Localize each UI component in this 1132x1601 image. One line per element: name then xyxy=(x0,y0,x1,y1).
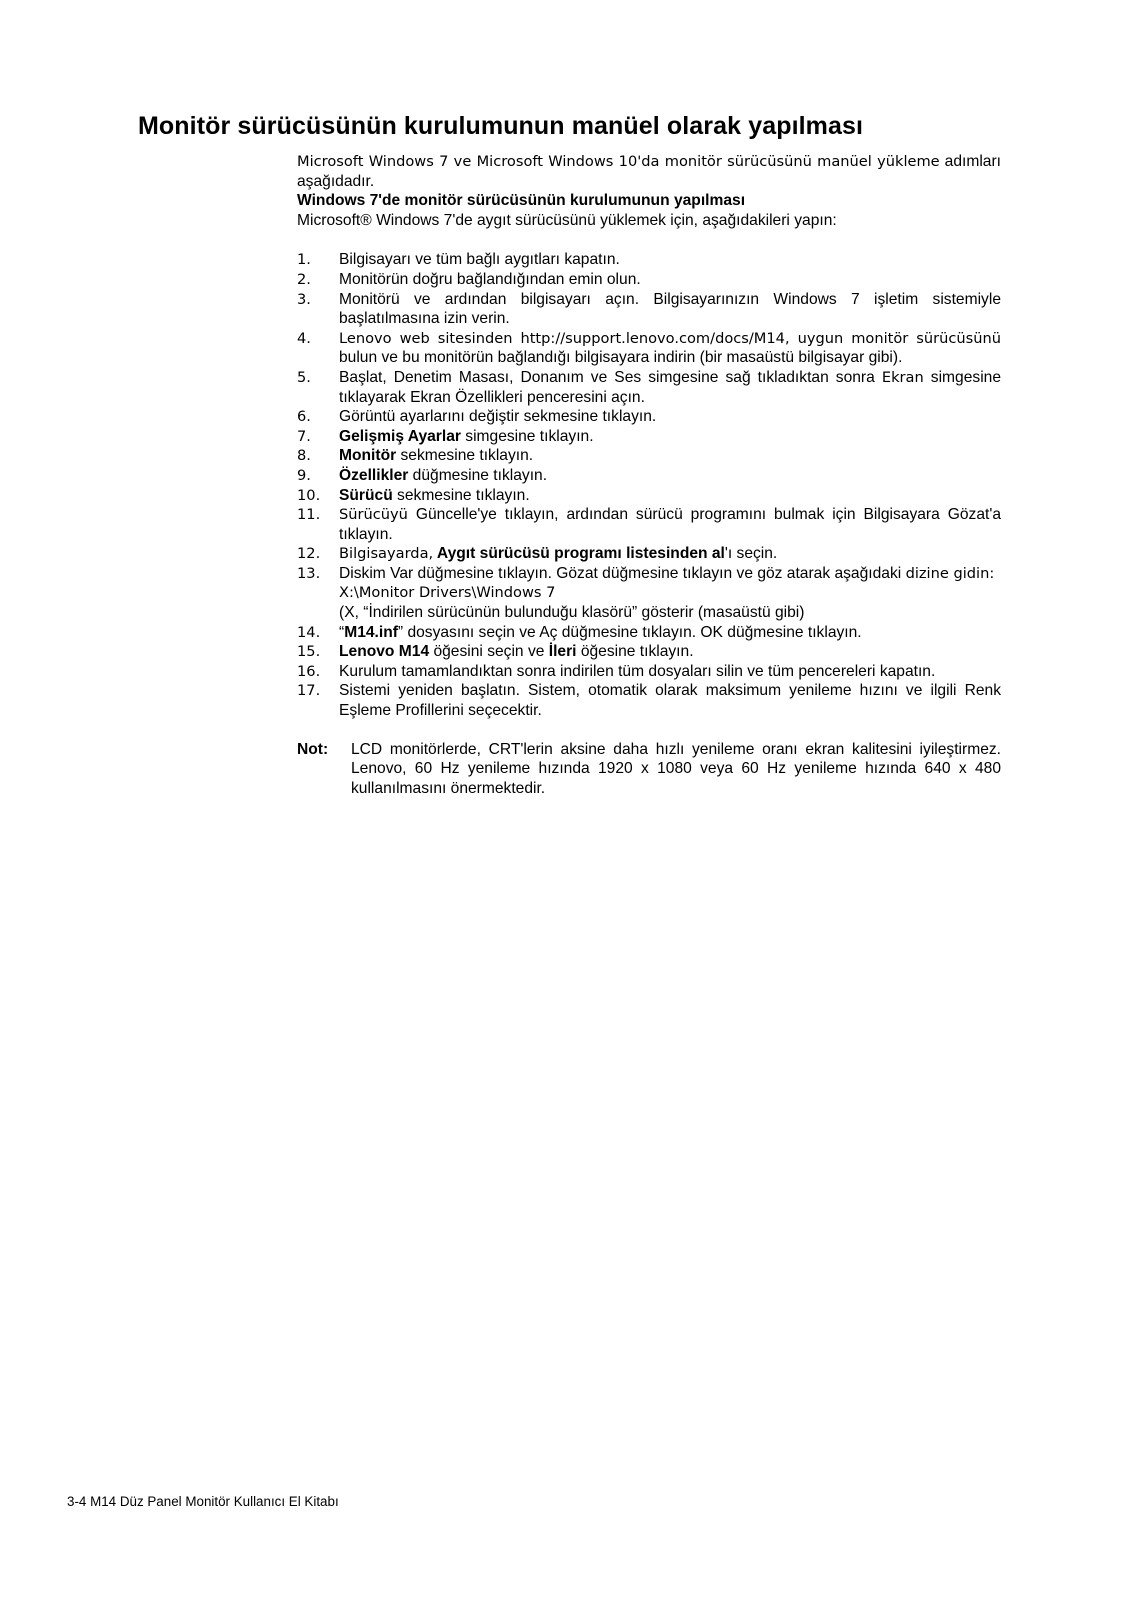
step-text-dizine: dizine gidin: xyxy=(905,564,995,582)
step-text: sekmesine tıklayın. xyxy=(396,447,534,465)
page-title: Monitör sürücüsünün kurulumunun manüel olarak yapılması xyxy=(138,112,864,140)
step-6 xyxy=(297,407,1001,427)
step-text: Görüntü ayarlarını değiştir sekmesine tıklayın. xyxy=(339,408,657,426)
step-text-mid: öğesini seçin ve xyxy=(429,643,549,661)
step-text: Sistemi yeniden başlatın. Sistem, otomatik olarak maksimum yenileme hızını ve ilgili Renk Eşleme Profillerini seçecektir. xyxy=(339,682,1001,720)
step-number: 9. xyxy=(297,466,311,484)
intro-paragraph xyxy=(297,152,1001,191)
step-number: 7. xyxy=(297,427,311,445)
step-number: 3. xyxy=(297,290,311,308)
step-9 xyxy=(297,466,1001,486)
step-2 xyxy=(297,270,1001,290)
step-text: Monitörün doğru bağlandığından emin olun. xyxy=(339,270,641,288)
step-number: 15. xyxy=(297,643,321,661)
step-14 xyxy=(297,623,1001,643)
step-bold-2: İleri xyxy=(548,643,577,661)
step-1 xyxy=(297,250,1001,270)
step-16 xyxy=(297,662,1001,682)
step-text: öğesine tıklayın. xyxy=(576,643,694,661)
intro-lead-cont: adımları aşağıdadır. xyxy=(297,153,1001,190)
step-4 xyxy=(297,329,1001,368)
step-text: bulun ve bu monitörün bağlandığı bilgisayara indirin (bir masaüstü bilgisayar gibi). xyxy=(339,349,903,367)
step-7 xyxy=(297,427,1001,447)
steps-list xyxy=(297,250,1001,720)
step-text: Başlat, Denetim Masası, Donanım ve Ses simgesine sağ tıkladıktan sonra xyxy=(339,368,875,386)
step-text: Monitörü ve ardından bilgisayarı açın. Bilgisayarınızın Windows 7 işletim sistemiyle başlatılmasına izin verin. xyxy=(339,290,1001,328)
step-number: 10. xyxy=(297,486,321,504)
step-number: 1. xyxy=(297,251,311,269)
step-number: 4. xyxy=(297,329,311,347)
step-text: Diskim Var düğmesine tıklayın. Gözat düğmesine tıklayın ve göz atarak aşağıdaki xyxy=(339,564,902,582)
section-intro-text xyxy=(297,211,882,231)
page-footer: 3-4 M14 Düz Panel Monitör Kullanıcı El Kitabı xyxy=(67,1494,339,1509)
step-12 xyxy=(297,544,1001,564)
step-number: 13. xyxy=(297,564,321,582)
section-intro-line-cont: yapın: xyxy=(794,211,837,229)
section-subheading: Windows 7'de monitör sürücüsünün kurulumunun yapılması xyxy=(297,192,746,210)
step-10 xyxy=(297,486,1001,506)
step-13 xyxy=(297,564,1001,623)
step-number: 8. xyxy=(297,447,311,465)
step-5 xyxy=(297,368,1001,407)
step-text: Bilgisayarı ve tüm bağlı aygıtları kapatın. xyxy=(339,251,620,269)
step-text: düğmesine tıklayın. xyxy=(408,466,548,484)
step-text-lead: Sürücüyü xyxy=(339,506,408,524)
step-11 xyxy=(297,505,1001,544)
step-text: 'ı seçin. xyxy=(724,545,778,563)
step-number: 6. xyxy=(297,408,311,426)
intro-lead: Microsoft Windows 7 ve Microsoft Windows 10'da monitör sürücüsünü manüel yükleme xyxy=(297,153,940,170)
step-bold: M14.inf xyxy=(344,623,398,641)
step-text-url: Lenovo web sitesinden http://support.lenovo.com/docs/M14, uygun monitör sürücüsünü xyxy=(339,329,1001,347)
step-text-note: (X, “İndirilen sürücünün bulunduğu klasörü” gösterir (masaüstü gibi) xyxy=(339,604,805,622)
step-number: 14. xyxy=(297,623,321,641)
step-bold: Gelişmiş Ayarlar xyxy=(339,427,461,445)
step-text: simgesine tıklayın. xyxy=(460,427,594,445)
step-17 xyxy=(297,681,1001,720)
step-text-lead: Bilgisayarda, xyxy=(339,545,434,563)
step-bold: Aygıt sürücüsü programı listesinden al xyxy=(433,545,725,563)
step-text-cont: simgesine tıklayarak Ekran Özellikleri penceresini açın. xyxy=(339,368,1001,406)
driver-path: X:\Monitor Drivers\Windows 7 xyxy=(339,584,556,602)
step-text: ” dosyasını seçin ve Aç düğmesine tıklayın. OK düğmesine tıklayın. xyxy=(397,623,862,641)
step-number: 17. xyxy=(297,682,321,700)
section-intro-line: Microsoft® Windows 7'de aygıt sürücüsünü yüklemek için, aşağıdakileri xyxy=(297,211,790,229)
step-number: 2. xyxy=(297,270,311,288)
step-bold: Özellikler xyxy=(339,466,409,484)
step-8 xyxy=(297,446,1001,466)
step-text: Güncelle'ye tıklayın, ardından sürücü programını bulmak için Bilgisayara Gözat'a tıklayın. xyxy=(339,506,1001,543)
step-text-ekran: Ekran xyxy=(881,368,924,386)
step-bold: Sürücü xyxy=(339,486,393,504)
step-number: 12. xyxy=(297,545,321,563)
step-3 xyxy=(297,290,1001,329)
note-block xyxy=(297,740,1001,799)
step-text: Kurulum tamamlandıktan sonra indirilen tüm dosyaları silin ve tüm pencereleri kapatın. xyxy=(339,662,936,680)
step-text: sekmesine tıklayın. xyxy=(392,486,530,504)
step-bold: Monitör xyxy=(339,447,397,465)
step-number: 5. xyxy=(297,368,311,386)
step-bold: Lenovo M14 xyxy=(339,643,430,661)
main-content xyxy=(297,152,1001,798)
step-text-pre: “ xyxy=(339,623,345,641)
step-number: 16. xyxy=(297,662,321,680)
note-label: Not: xyxy=(297,740,329,758)
step-15 xyxy=(297,642,1001,662)
note-text: LCD monitörlerde, CRT'lerin aksine daha hızlı yenileme oranı ekran kalitesini iyileştirmez. Lenovo, 60 Hz yenileme hızında 1920 x 1080 veya 60 Hz yenileme hızında 640 x 480 kullanılmasını önermektedir. xyxy=(351,740,1001,797)
step-number: 11. xyxy=(297,506,321,524)
